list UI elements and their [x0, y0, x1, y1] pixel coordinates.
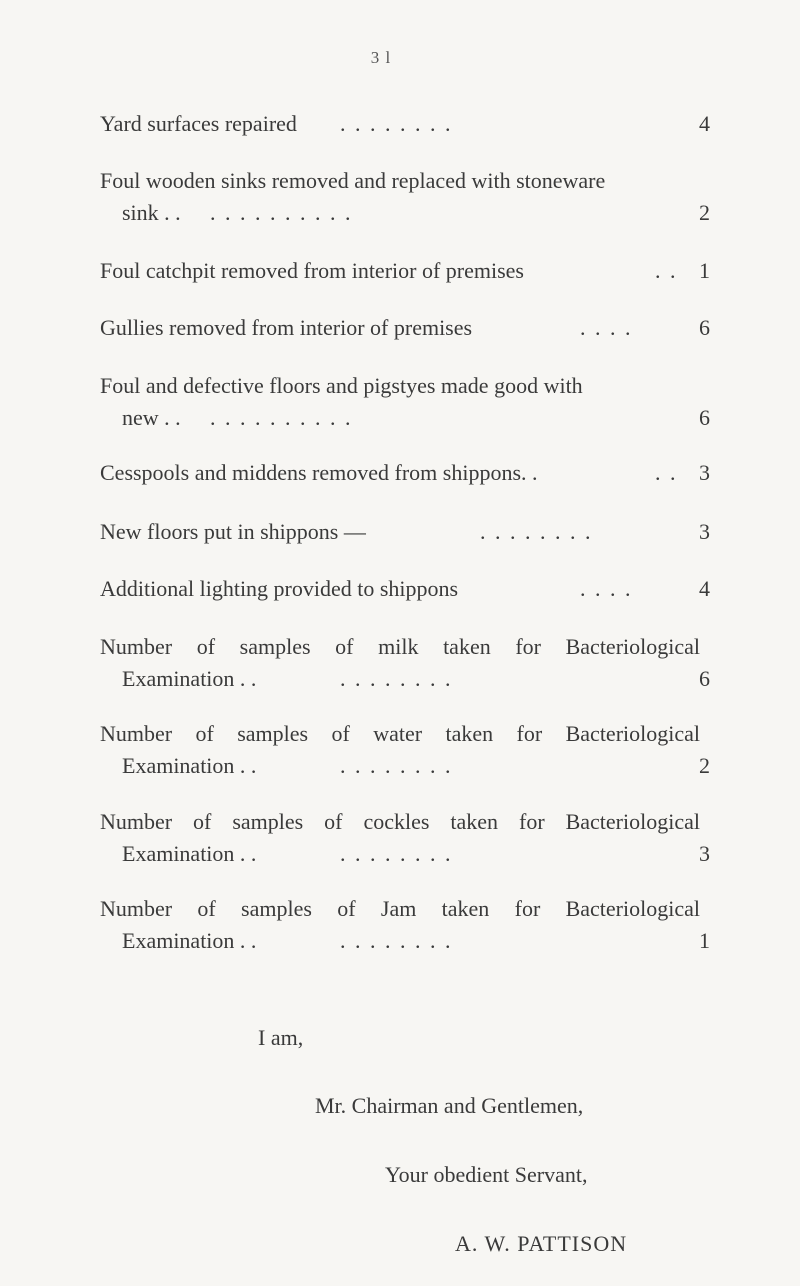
entry-label-continued: sink . . [122, 200, 181, 225]
list-item [100, 108, 710, 140]
leader-dots: . . . . . . . . [340, 841, 453, 866]
entry-count: 1 [699, 928, 710, 953]
list-item [100, 806, 710, 870]
leader-dots: . . . . [580, 576, 633, 601]
entry-label-continued: Examination . . [122, 666, 257, 691]
entry-count: 2 [699, 200, 710, 225]
entry-label: Foul wooden sinks removed and replaced with stoneware [100, 168, 606, 193]
entry-label: Foul and defective floors and pigstyes made good with [100, 373, 583, 398]
leader-dots: . . . . . . . . [340, 928, 453, 953]
entry-count: 6 [699, 666, 710, 691]
entry-label: Cesspools and middens removed from shippons. . [100, 460, 538, 485]
list-item [100, 165, 710, 229]
entry-count: 2 [699, 753, 710, 778]
entry-label: Additional lighting provided to shippons [100, 576, 459, 601]
list-item [100, 255, 710, 287]
entry-label-continued: Examination . . [122, 928, 257, 953]
entry-label: Foul catchpit removed from interior of premises [100, 258, 524, 283]
entry-count: 4 [699, 576, 710, 601]
list-item [100, 718, 710, 782]
entry-count: 6 [699, 405, 710, 430]
list-item [100, 457, 710, 489]
list-item [100, 312, 710, 344]
list-item [100, 631, 710, 695]
leader-dots: . . [655, 460, 678, 485]
entry-count: 4 [699, 111, 710, 136]
list-item [100, 893, 710, 957]
entry-count: 3 [699, 519, 710, 544]
closing-salutation: I am, [258, 1025, 304, 1050]
entry-count: 3 [699, 460, 710, 485]
entry-label: Number of samples of cockles taken for Bacteriological [100, 809, 700, 834]
list-item [100, 573, 710, 605]
leader-dots: . . . . . . . . [340, 753, 453, 778]
entry-label: Number of samples of Jam taken for Bacteriological [100, 896, 700, 921]
list-item [100, 516, 710, 548]
entry-label-continued: new . . [122, 405, 181, 430]
entry-label: Yard surfaces repaired [100, 111, 297, 136]
entry-label: Gullies removed from interior of premises [100, 315, 473, 340]
entry-count: 3 [699, 841, 710, 866]
entry-label-continued: Examination . . [122, 841, 257, 866]
leader-dots: . . . . . . . . . . [210, 200, 353, 225]
leader-dots: . . . . [580, 315, 633, 340]
leader-dots: . . . . . . . . [340, 111, 453, 136]
closing-valediction: Your obedient Servant, [385, 1162, 588, 1187]
leader-dots: . . . . . . . . [480, 519, 593, 544]
entry-label-continued: Examination . . [122, 753, 257, 778]
leader-dots: . . . . . . . . [340, 666, 453, 691]
entry-label: Number of samples of milk taken for Bacteriological [100, 634, 700, 659]
entry-label: New floors put in shippons — [100, 519, 366, 544]
entry-count: 6 [699, 315, 710, 340]
entry-count: 1 [699, 258, 710, 283]
signature-name: A. W. PATTISON [455, 1231, 628, 1256]
leader-dots: . . . . . . . . . . [210, 405, 353, 430]
list-item [100, 370, 710, 434]
leader-dots: . . [655, 258, 678, 283]
page-number: 3 l [370, 48, 392, 67]
closing-addressee: Mr. Chairman and Gentlemen, [315, 1093, 584, 1118]
entry-label: Number of samples of water taken for Bacteriological [100, 721, 700, 746]
